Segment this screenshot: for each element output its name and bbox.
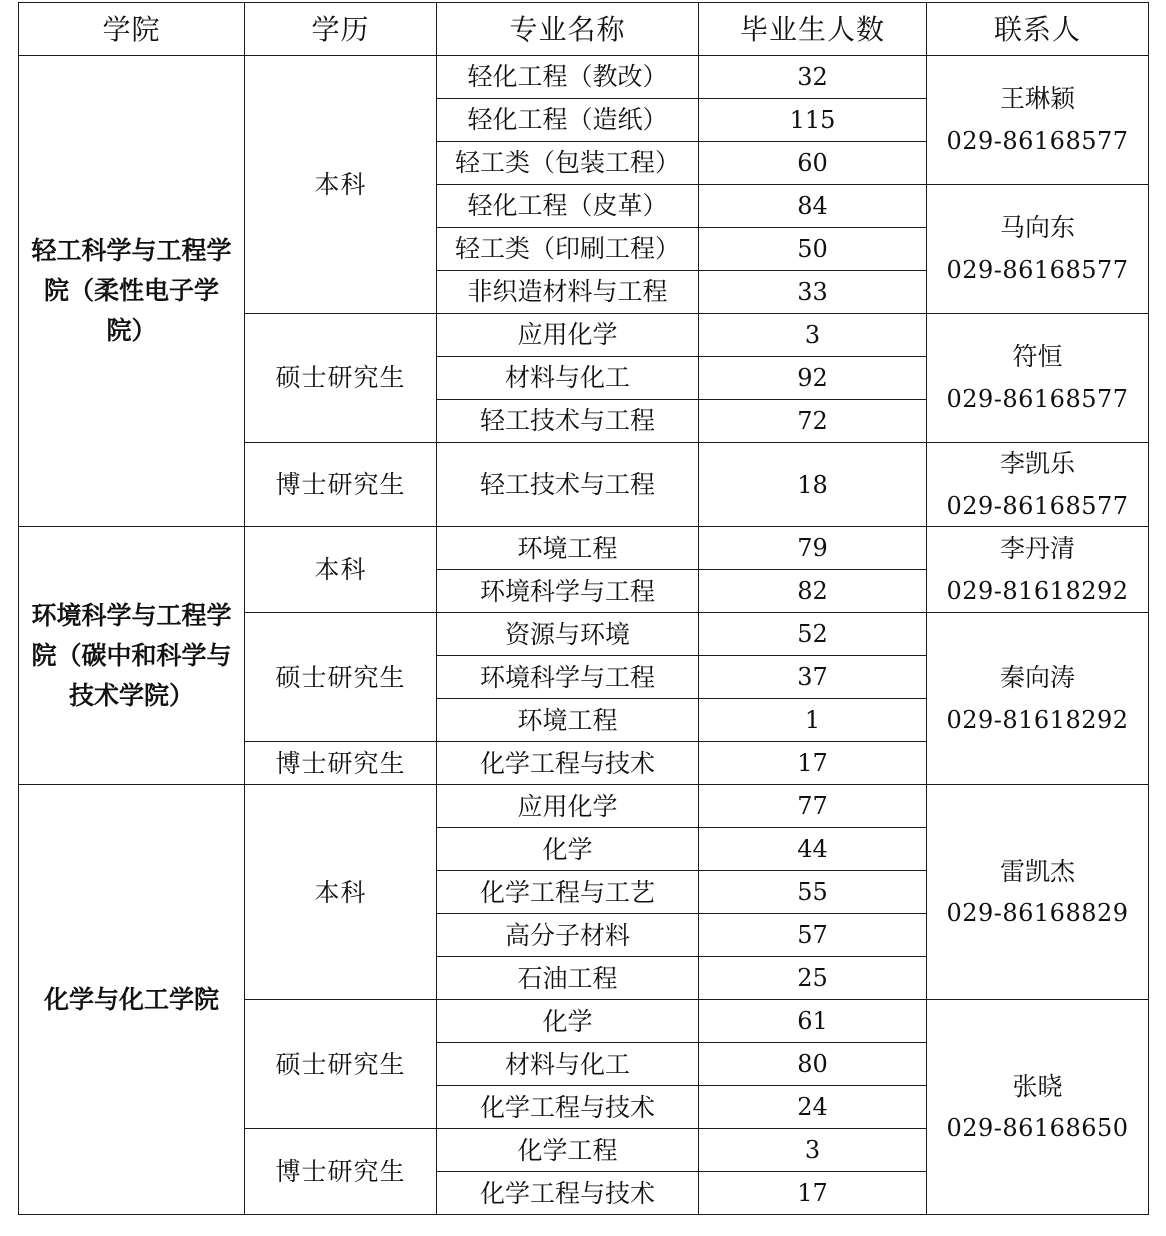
contact-phone: 029-86168650 bbox=[946, 1114, 1129, 1143]
contact-cell bbox=[927, 785, 1149, 1000]
major-cell: 高分子材料 bbox=[437, 914, 699, 957]
count-cell: 17 bbox=[699, 742, 927, 785]
count-cell: 79 bbox=[699, 527, 927, 570]
major-cell: 化学 bbox=[437, 828, 699, 871]
contact-phone: 029-86168577 bbox=[946, 126, 1129, 155]
major-cell: 材料与化工 bbox=[437, 357, 699, 400]
count-cell: 33 bbox=[699, 271, 927, 314]
count-cell: 3 bbox=[699, 314, 927, 357]
contact-name: 符恒 bbox=[1012, 342, 1063, 372]
major-cell: 应用化学 bbox=[437, 314, 699, 357]
header-college: 学院 bbox=[19, 3, 245, 56]
major-cell: 石油工程 bbox=[437, 957, 699, 1000]
major-cell: 轻化工程（造纸） bbox=[437, 99, 699, 142]
count-cell: 3 bbox=[699, 1129, 927, 1172]
count-cell: 50 bbox=[699, 228, 927, 271]
degree-cell: 硕士研究生 bbox=[245, 314, 437, 443]
count-cell: 61 bbox=[699, 1000, 927, 1043]
major-cell: 化学工程与技术 bbox=[437, 1086, 699, 1129]
count-cell: 84 bbox=[699, 185, 927, 228]
contact-name: 李凯乐 bbox=[999, 449, 1075, 478]
major-cell: 化学工程 bbox=[437, 1129, 699, 1172]
header-count: 毕业生人数 bbox=[699, 3, 927, 56]
major-cell: 化学工程与技术 bbox=[437, 742, 699, 785]
degree-cell: 硕士研究生 bbox=[245, 1000, 437, 1129]
degree-cell: 本科 bbox=[245, 56, 437, 314]
major-cell: 环境工程 bbox=[437, 527, 699, 570]
contact-name: 雷凯杰 bbox=[999, 856, 1075, 886]
college-cell: 环境科学与工程学院（碳中和科学与技术学院） bbox=[19, 527, 245, 785]
degree-cell: 博士研究生 bbox=[245, 443, 437, 527]
contact-cell bbox=[927, 314, 1149, 443]
contact-phone: 029-86168577 bbox=[946, 255, 1129, 284]
major-cell: 轻化工程（皮革） bbox=[437, 185, 699, 228]
degree-cell: 本科 bbox=[245, 527, 437, 613]
contact-phone: 029-81618292 bbox=[946, 576, 1129, 605]
count-cell: 72 bbox=[699, 400, 927, 443]
contact-cell bbox=[927, 527, 1149, 613]
count-cell: 92 bbox=[699, 357, 927, 400]
major-cell: 环境工程 bbox=[437, 699, 699, 742]
major-cell: 轻工技术与工程 bbox=[437, 400, 699, 443]
major-cell: 化学工程与技术 bbox=[437, 1172, 699, 1215]
major-cell: 化学 bbox=[437, 1000, 699, 1043]
major-cell: 非织造材料与工程 bbox=[437, 271, 699, 314]
major-cell: 资源与环境 bbox=[437, 613, 699, 656]
major-cell: 轻工技术与工程 bbox=[437, 443, 699, 527]
major-cell: 轻工类（印刷工程） bbox=[437, 228, 699, 271]
contact-name: 张晓 bbox=[1012, 1071, 1063, 1101]
major-cell: 材料与化工 bbox=[437, 1043, 699, 1086]
count-cell: 32 bbox=[699, 56, 927, 99]
count-cell: 82 bbox=[699, 570, 927, 613]
count-cell: 18 bbox=[699, 443, 927, 527]
college-cell: 轻工科学与工程学院（柔性电子学院） bbox=[19, 56, 245, 527]
count-cell: 24 bbox=[699, 1086, 927, 1129]
major-cell: 环境科学与工程 bbox=[437, 656, 699, 699]
college-cell: 化学与化工学院 bbox=[19, 785, 245, 1215]
count-cell: 77 bbox=[699, 785, 927, 828]
contact-name: 李丹清 bbox=[999, 534, 1075, 564]
degree-cell: 博士研究生 bbox=[245, 742, 437, 785]
count-cell: 60 bbox=[699, 142, 927, 185]
table-row bbox=[19, 527, 1149, 570]
contact-cell bbox=[927, 443, 1149, 527]
count-cell: 52 bbox=[699, 613, 927, 656]
count-cell: 17 bbox=[699, 1172, 927, 1215]
contact-phone: 029-86168577 bbox=[946, 384, 1129, 413]
count-cell: 37 bbox=[699, 656, 927, 699]
count-cell: 1 bbox=[699, 699, 927, 742]
header-row bbox=[19, 3, 1149, 56]
contact-cell bbox=[927, 613, 1149, 785]
header-major: 专业名称 bbox=[437, 3, 699, 56]
contact-cell bbox=[927, 1000, 1149, 1215]
header-degree: 学历 bbox=[245, 3, 437, 56]
major-cell: 轻化工程（教改） bbox=[437, 56, 699, 99]
major-cell: 应用化学 bbox=[437, 785, 699, 828]
graduates-table bbox=[18, 2, 1149, 1215]
major-cell: 化学工程与工艺 bbox=[437, 871, 699, 914]
contact-name: 马向东 bbox=[999, 213, 1075, 243]
contact-cell bbox=[927, 185, 1149, 314]
contact-name: 王琳颖 bbox=[999, 84, 1075, 114]
header-contact: 联系人 bbox=[927, 3, 1149, 56]
count-cell: 55 bbox=[699, 871, 927, 914]
count-cell: 44 bbox=[699, 828, 927, 871]
degree-cell: 硕士研究生 bbox=[245, 613, 437, 742]
table-row bbox=[19, 56, 1149, 99]
contact-phone: 029-81618292 bbox=[946, 705, 1129, 734]
count-cell: 80 bbox=[699, 1043, 927, 1086]
contact-cell bbox=[927, 56, 1149, 185]
count-cell: 115 bbox=[699, 99, 927, 142]
count-cell: 57 bbox=[699, 914, 927, 957]
contact-phone: 029-86168829 bbox=[946, 899, 1129, 928]
major-cell: 轻工类（包装工程） bbox=[437, 142, 699, 185]
degree-cell: 博士研究生 bbox=[245, 1129, 437, 1215]
table-row bbox=[19, 785, 1149, 828]
degree-cell: 本科 bbox=[245, 785, 437, 1000]
count-cell: 25 bbox=[699, 957, 927, 1000]
contact-name: 秦向涛 bbox=[999, 663, 1075, 693]
major-cell: 环境科学与工程 bbox=[437, 570, 699, 613]
contact-phone: 029-86168577 bbox=[946, 491, 1129, 520]
